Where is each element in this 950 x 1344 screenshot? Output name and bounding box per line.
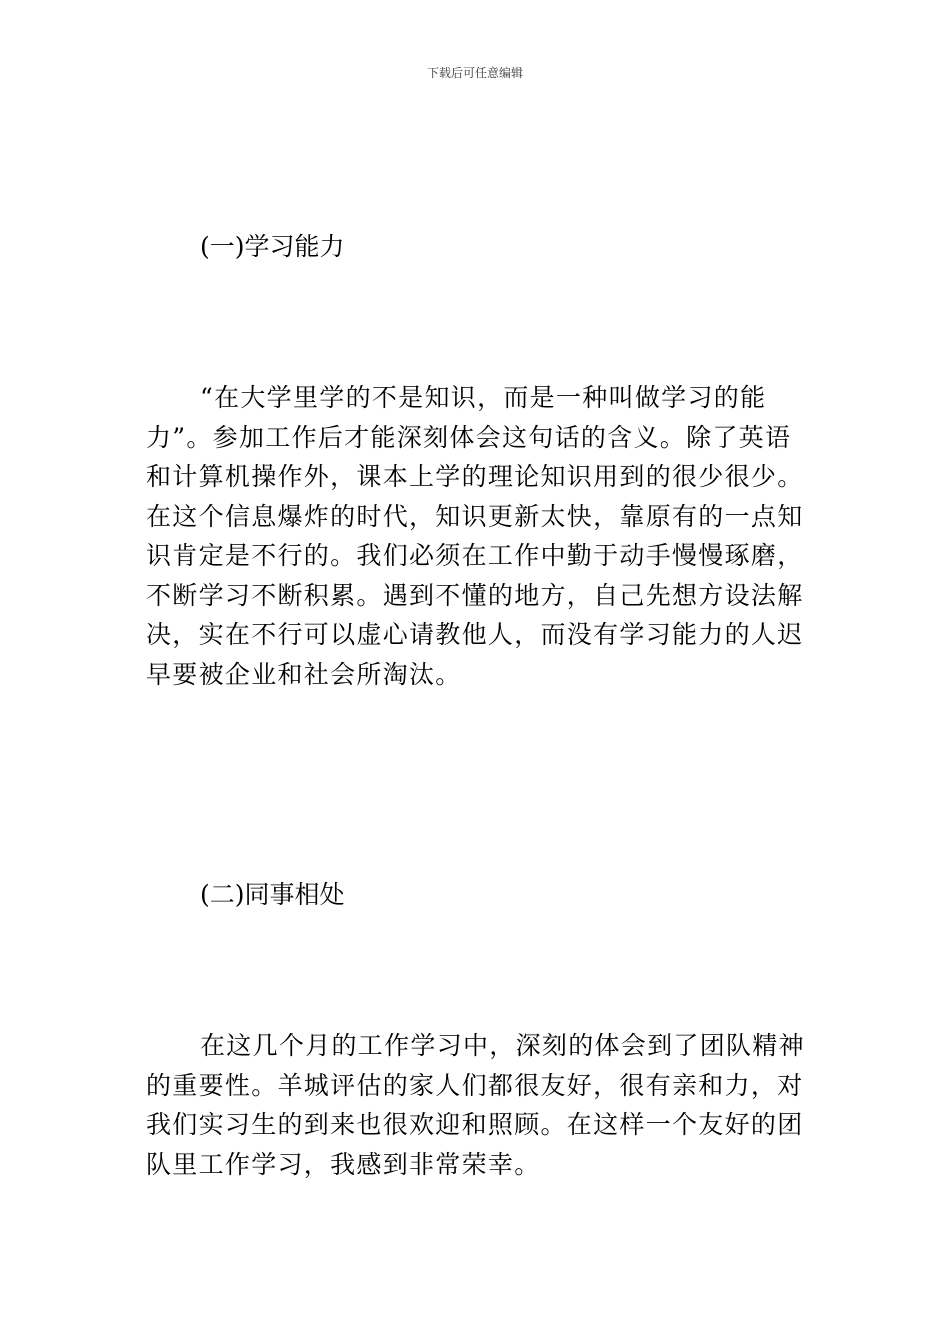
paragraph-colleague-relations	[146, 1026, 806, 1184]
paragraph-line: 力”。参加工作后才能深刻体会这句话的含义。除了英语	[146, 422, 792, 452]
paragraph-line: 决，实在不行可以虚心请教他人，而没有学习能力的人迟	[146, 620, 804, 649]
section-heading-colleague-relations: (二)同事相处	[200, 880, 345, 909]
paragraph-line: 我们实习生的到来也很欢迎和照顾。在这样一个友好的团	[146, 1110, 804, 1139]
paragraph-line: “在大学里学的不是知识，而是一种叫做学习的能	[200, 383, 767, 412]
paragraph-line: 不断学习不断积累。遇到不懂的地方，自己先想方设法解	[146, 580, 804, 610]
paragraph-line: 识肯定是不行的。我们必须在工作中勤于动手慢慢琢磨，	[146, 541, 804, 570]
paragraph-line: 和计算机操作外，课本上学的理论知识用到的很少很少。	[146, 462, 804, 491]
paragraph-line: 在这几个月的工作学习中，深刻的体会到了团队精神	[200, 1031, 805, 1060]
section-heading-learning-ability: (一)学习能力	[200, 232, 345, 261]
paragraph-line: 的重要性。羊城评估的家人们都很友好，很有亲和力，对	[146, 1070, 804, 1100]
paragraph-line: 早要被企业和社会所淘汰。	[146, 659, 462, 689]
paragraph-line: 在这个信息爆炸的时代，知识更新太快，靠原有的一点知	[146, 501, 804, 531]
paragraph-learning-ability	[146, 378, 806, 694]
paragraph-line: 队里工作学习，我感到非常荣幸。	[146, 1149, 541, 1179]
page-header: 下载后可任意编辑	[426, 66, 523, 80]
